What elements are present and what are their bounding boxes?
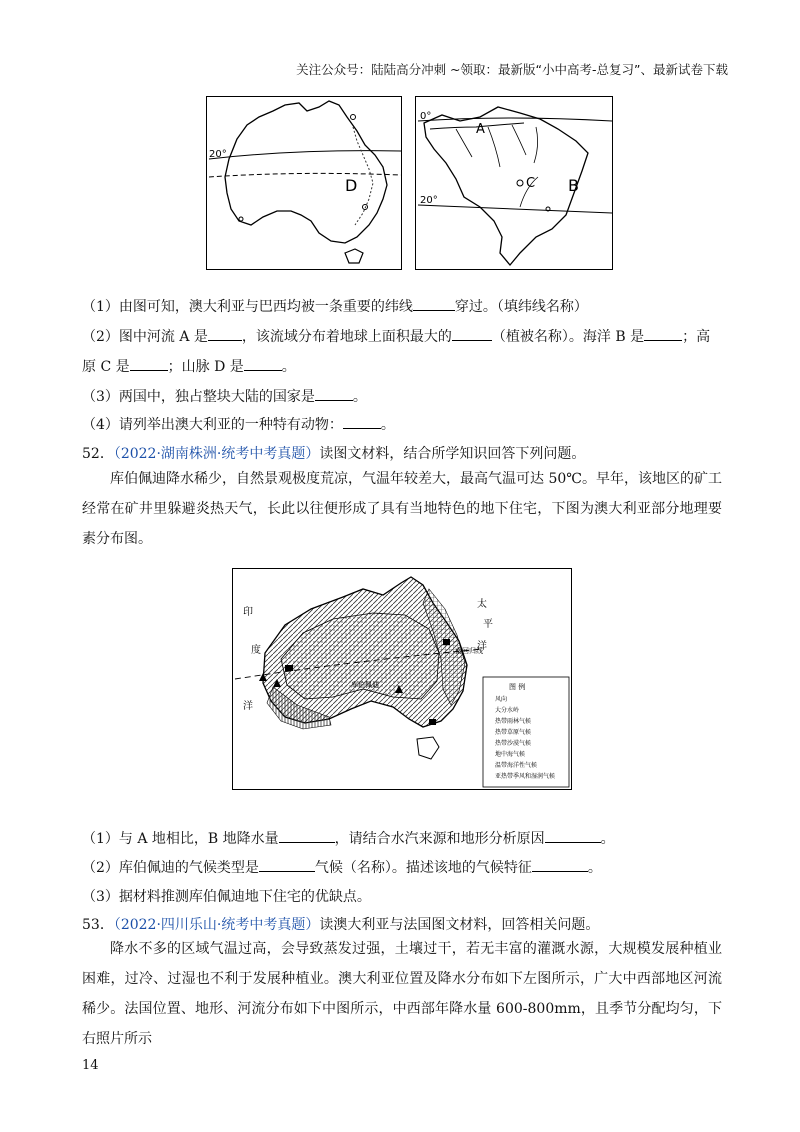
q51-s4b: 。 bbox=[380, 417, 395, 433]
answer-blank[interactable] bbox=[413, 298, 455, 311]
city-marker bbox=[351, 115, 356, 120]
q53-prompt: 读澳大利亚与法国图文材料，回答相关问题。 bbox=[319, 917, 600, 933]
q52-item-3: （3）据材料推测库伯佩迪地下住宅的优缺点。 bbox=[82, 889, 371, 905]
answer-blank[interactable] bbox=[244, 358, 282, 371]
equator-label: 0° bbox=[420, 111, 432, 122]
answer-blank[interactable] bbox=[208, 328, 242, 341]
tasmania-outline bbox=[345, 249, 363, 263]
tropic-line bbox=[418, 205, 612, 213]
tropic-label: 南回归线 bbox=[455, 647, 483, 655]
q51-s2a: （2）图中河流 A 是 bbox=[82, 329, 208, 345]
q53-passage: 降水不多的区域气温过高，会导致蒸发过强，土壤过干，若无丰富的灌溉水源，大规模发展种植业困难，过冷、过湿也不利于发展种植业。澳大利亚位置及降水分布如下左图所示，广大中西部地区河流稀少。法国位置、地形、河流分布如下中图所示，中西部年降水量 600-800mm，且季节分配均匀，下右照片所示 bbox=[82, 941, 722, 1047]
tropic-label: 20° bbox=[420, 195, 438, 206]
brazil-outline bbox=[424, 107, 588, 265]
q52-prompt: 读图文材料，结合所学知识回答下列问题。 bbox=[319, 446, 586, 462]
city-marker bbox=[443, 639, 450, 645]
plateau-marker bbox=[517, 180, 523, 186]
answer-blank[interactable] bbox=[315, 388, 353, 401]
legend-item: 热带沙漠气候 bbox=[495, 740, 532, 747]
city-marker bbox=[239, 217, 243, 221]
q52-item-2 bbox=[82, 857, 602, 877]
answer-blank[interactable] bbox=[259, 859, 315, 872]
ocean-label-pacific-2: 平 bbox=[483, 619, 493, 630]
map-legend bbox=[483, 677, 569, 787]
q53-number: 53． bbox=[82, 917, 114, 933]
q51-s2g: 。 bbox=[281, 359, 296, 375]
q52-s2a: （2）库伯佩迪的气候类型是 bbox=[82, 860, 259, 876]
answer-blank[interactable] bbox=[644, 328, 682, 341]
latitude-label: 20° bbox=[209, 149, 227, 160]
q52-passage: 库伯佩迪降水稀少，自然景观极度荒凉，气温年较差大，最高气温可达 50℃。早年，该地区的矿工经常在矿井里躲避炎热天气，长此以往便形成了具有当地特色的地下住宅，下图为澳大利亚部分地理要素分布图。 bbox=[82, 471, 722, 547]
q51-s2d: ；高 bbox=[682, 329, 711, 345]
ocean-label: B bbox=[568, 176, 579, 195]
q52-number: 52． bbox=[82, 446, 114, 462]
answer-blank[interactable] bbox=[532, 859, 588, 872]
legend-item: 热带草原气候 bbox=[495, 729, 532, 736]
legend-title: 图 例 bbox=[509, 683, 526, 691]
q51-s2b: ，该流域分布着地球上面积最大的 bbox=[241, 329, 452, 345]
answer-blank[interactable] bbox=[279, 830, 335, 843]
legend-item: 温带海洋性气候 bbox=[495, 762, 538, 769]
brazil-map-svg bbox=[416, 97, 612, 269]
legend-item: 大分水岭 bbox=[495, 707, 520, 714]
q52-s2c: 。 bbox=[587, 860, 602, 876]
ocean-label-indian-1: 印 bbox=[243, 607, 253, 618]
q51-item-2 bbox=[82, 326, 710, 346]
q52-s1b: ，请结合水汽来源和地形分析原因 bbox=[334, 831, 545, 847]
q52-s2b: 气候（名称）。描述该地的气候特征 bbox=[314, 860, 532, 876]
q52-s1c: 。 bbox=[600, 831, 615, 847]
equator-line bbox=[418, 118, 612, 121]
australia-climate-map bbox=[232, 568, 572, 790]
q53-heading bbox=[82, 914, 599, 934]
answer-blank[interactable] bbox=[130, 358, 168, 371]
q51-item-2-cont bbox=[82, 356, 296, 376]
q51-s2f: ；山脉 D 是 bbox=[167, 359, 244, 375]
q51-s3b: 。 bbox=[352, 389, 367, 405]
city-marker bbox=[285, 665, 293, 671]
australia-outline bbox=[225, 101, 387, 243]
ocean-label-pacific-1: 太 bbox=[477, 599, 487, 610]
legend-item: 风向 bbox=[495, 696, 508, 703]
answer-blank[interactable] bbox=[343, 416, 381, 429]
tasmania-outline bbox=[417, 737, 439, 759]
q52-s1a: （1）与 A 地相比，B 地降水量 bbox=[82, 831, 279, 847]
ocean-label-indian-2: 度 bbox=[251, 645, 261, 656]
river-label: A bbox=[476, 122, 485, 137]
legend-item: 亚热带季风和湿润气候 bbox=[495, 773, 556, 780]
q51-s1: （1）由图可知，澳大利亚与巴西均被一条重要的纬线 bbox=[82, 299, 413, 315]
mountain-label: D bbox=[345, 176, 358, 195]
q52-heading bbox=[82, 443, 585, 463]
q51-s1b: 穿过。（填纬线名称） bbox=[454, 299, 588, 315]
page-header: 关注公众号：陆陆高分冲刺 ~领取：最新版“小中高考-总复习”、最新试卷下载 bbox=[296, 62, 728, 77]
australia-map-svg bbox=[207, 97, 401, 269]
australia-map bbox=[206, 96, 402, 270]
plateau-label: C bbox=[526, 176, 536, 191]
city-marker bbox=[363, 205, 368, 210]
city-marker bbox=[429, 719, 436, 725]
answer-blank[interactable] bbox=[545, 830, 601, 843]
australia-climate-svg bbox=[233, 569, 571, 789]
legend-item: 地中海气候 bbox=[495, 751, 526, 758]
brazil-map bbox=[415, 96, 613, 270]
tributaries bbox=[456, 125, 538, 167]
page-number: 14 bbox=[82, 1058, 99, 1073]
q51-item-4 bbox=[82, 414, 395, 434]
q51-s2c: （植被名称）。海洋 B 是 bbox=[491, 329, 645, 345]
q51-item-3 bbox=[82, 386, 367, 406]
city-label: 库伯佩迪 bbox=[351, 681, 379, 689]
tropic-line bbox=[209, 173, 401, 177]
q52-source[interactable]: （2022·湖南株洲·统考中考真题） bbox=[113, 446, 320, 462]
answer-blank[interactable] bbox=[452, 328, 492, 341]
q53-source[interactable]: （2022·四川乐山·统考中考真题） bbox=[113, 917, 320, 933]
q52-item-1 bbox=[82, 828, 615, 848]
ocean-label-indian-3: 洋 bbox=[243, 701, 253, 712]
q51-s4a: （4）请列举出澳大利亚的一种特有动物： bbox=[82, 417, 343, 433]
q51-s2e: 原 C 是 bbox=[82, 359, 130, 375]
q51-s3a: （3）两国中，独占整块大陆的国家是 bbox=[82, 389, 315, 405]
ocean-label-pacific-3: 洋 bbox=[477, 641, 487, 652]
legend-item: 热带雨林气候 bbox=[495, 718, 532, 725]
q51-item-1 bbox=[82, 296, 588, 316]
